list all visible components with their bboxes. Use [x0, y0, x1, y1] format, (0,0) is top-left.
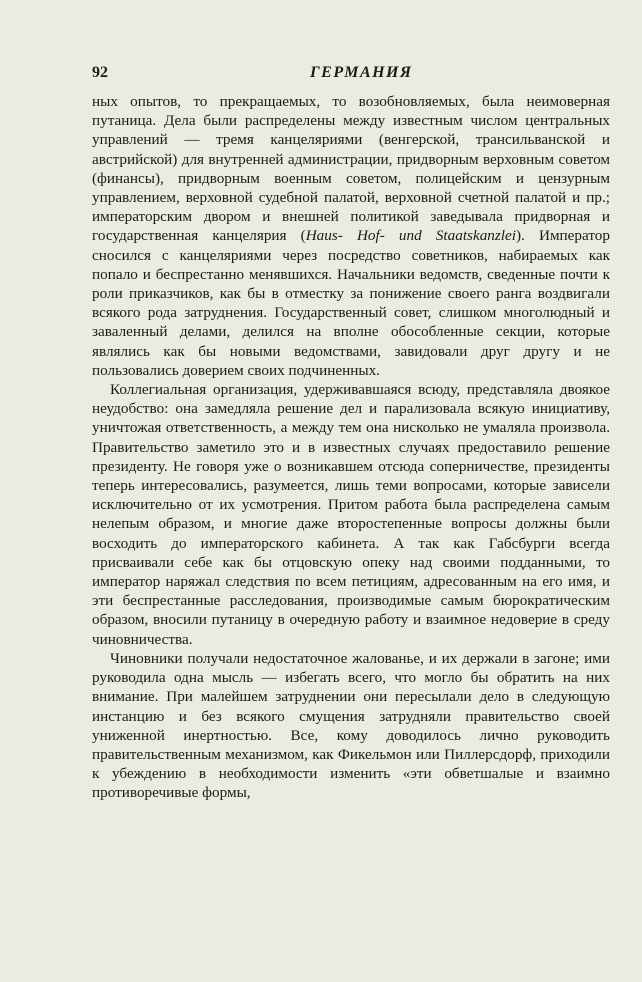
paragraph-2: Коллегиальная организация, удерживавшаяся всюду, представляла двоякое неудобство: она замедляла решение дел и парализовала всякую инициативу, уничтожая ответственность, а между тем она нисколько не умаляла произвола. Правительство заметило это и в известных случаях предоставило решение президенту. Не говоря уже о возникавшем отсюда соперничестве, президенты теперь интересовались, разумеется, лишь теми вопросами, которые зависели исключительно от их усмотрения. Притом работа была распределена самым нелепым образом, и многие даже второстепенные вопросы должны были восходить до императорского кабинета. А так как Габсбурги всегда присваивали себе как бы отцовскую опеку над своими подданными, то император наряжал следствия по всем петициям, адресованным на его имя, и эти беспрестанные расследования, производимые самым бюрократическим образом, вносили путаницу в очередную работу и взаимное недоверие в среду чиновничества. — [92, 381, 610, 648]
page-header — [92, 64, 612, 86]
body-text — [92, 92, 610, 803]
paragraph-1-text-after: ). Император сносился с канцеляриями через посредство советников, набираемых как попало и беспрестанно менявшихся. Начальники ведомств, сведенные почти к роли приказчиков, как бы в отместку за понижение своего ранга воздвигали всякого рода затруднения. Государственный совет, слишком многолюдный и заваленный делами, делился на вполне обособленные секции, которые являлись как бы новыми ведомствами, завидовали друг другу и не пользовались доверием своих подчиненных. — [92, 227, 610, 379]
paragraph-1 — [92, 92, 610, 380]
paragraph-1-text-before: ных опытов, то прекращаемых, то возобновляемых, была неимоверная путаница. Дела были распределены между известным числом центральных управлений — тремя канцеляриями (венгерской, трансильванской и австрийской) для внутренней администрации, придворным верховным советом (финансы), придворным военным советом, полицейским и цензурным управлением, верховной судебной палатой, верховной счетной палатой и пр.; императорским двором и внешней политикой заведывала придворная и государственная канцелярия ( — [92, 93, 610, 245]
running-title: ГЕРМАНИЯ — [310, 64, 413, 81]
paragraph-3: Чиновники получали недостаточное жалованье, и их держали в загоне; ими руководила одна мысль — избегать всего, что могло бы обратить на них внимание. При малейшем затруднении они пересылали дело в следующую инстанцию и без всякого смущения затрудняли правительство своей униженной инертностью. Все, кому доводилось лично руководить правительственным механизмом, как Фикельмон или Пиллерсдорф, приходили к убеждению в необходимости изменить «эти обветшалые и взаимно противоречивые формы, — [92, 649, 610, 802]
paragraph-1-foreign-term: Haus- Hof- und Staatskanzlei — [305, 227, 516, 245]
page-number: 92 — [92, 64, 108, 81]
